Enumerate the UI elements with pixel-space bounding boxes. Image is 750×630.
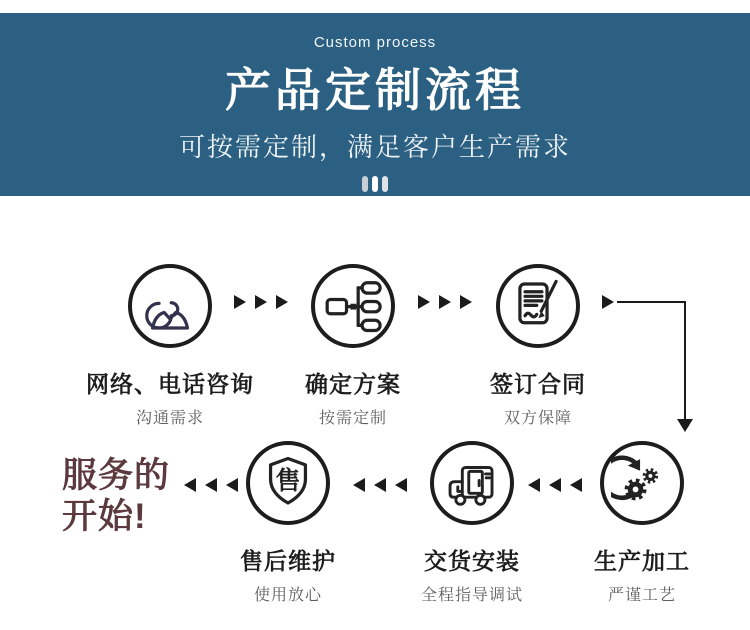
arrow-right-icon [602,295,614,309]
step-delivery [377,441,567,605]
step-production-title: 生产加工 [594,548,690,574]
step-production-circle [600,441,684,525]
arrow-right-icon [234,295,246,309]
banner-eyebrow: Custom process [313,34,437,51]
arrow-left-icon [205,478,217,492]
step-delivery-circle [430,441,514,525]
arrow-right-icon [418,295,430,309]
step-plan [258,264,448,428]
arrow-left-icon [549,478,561,492]
divider-pills-icon [0,176,750,192]
step-plan-circle [311,264,395,348]
service-start-line2: 开始! [62,497,147,536]
page-title: 产品定制流程 [225,64,525,116]
arrow-left-icon [395,478,407,492]
connector-horizontal-line [617,301,686,303]
arrow-left-icon [374,478,386,492]
delivery-truck-icon [441,452,503,514]
step-aftersales [193,441,383,605]
step-consult-circle [128,264,212,348]
step-plan-title: 确定方案 [305,371,401,397]
step-production [547,441,737,605]
flowchart-icon [322,275,384,337]
connector-vertical-line [684,301,686,420]
arrow-left-group [184,478,238,492]
step-contract-title: 签订合同 [490,371,586,397]
step-aftersales-title: 售后维护 [240,548,336,574]
arrow-right-group [418,295,472,309]
arrow-right-icon [276,295,288,309]
arrow-right-single [602,295,614,309]
arrow-left-icon [570,478,582,492]
arrow-right-icon [255,295,267,309]
headset-person-icon [139,275,201,337]
arrow-right-icon [439,295,451,309]
step-aftersales-subtitle: 使用放心 [253,587,322,604]
step-aftersales-circle [246,441,330,525]
step-contract-subtitle: 双方保障 [503,410,572,427]
arrow-right-icon [460,295,472,309]
gears-icon [611,452,673,514]
contract-pen-icon [507,275,569,337]
shield-badge-glyph: 售 [275,467,301,495]
arrow-left-icon [184,478,196,492]
step-plan-subtitle: 按需定制 [318,410,387,427]
pill-icon [382,176,388,192]
step-delivery-subtitle: 全程指导调试 [420,587,523,604]
pill-icon [372,176,378,192]
arrow-left-icon [226,478,238,492]
step-contract-circle [496,264,580,348]
arrow-left-group [353,478,407,492]
service-start-note [62,455,170,537]
pill-icon [362,176,368,192]
arrow-right-group [234,295,288,309]
step-consult-subtitle: 沟通需求 [135,410,204,427]
banner [0,13,750,196]
step-production-subtitle: 严谨工艺 [607,587,676,604]
arrow-left-icon [353,478,365,492]
arrow-down-icon [677,419,693,432]
arrow-left-group [528,478,582,492]
step-delivery-title: 交货安装 [424,548,520,574]
arrow-left-icon [528,478,540,492]
step-consult [75,264,265,428]
step-contract [443,264,633,428]
step-consult-title: 网络、电话咨询 [86,371,254,397]
service-start-line1: 服务的 [62,456,171,495]
banner-subtitle: 可按需定制，满足客户生产需求 [178,132,571,162]
